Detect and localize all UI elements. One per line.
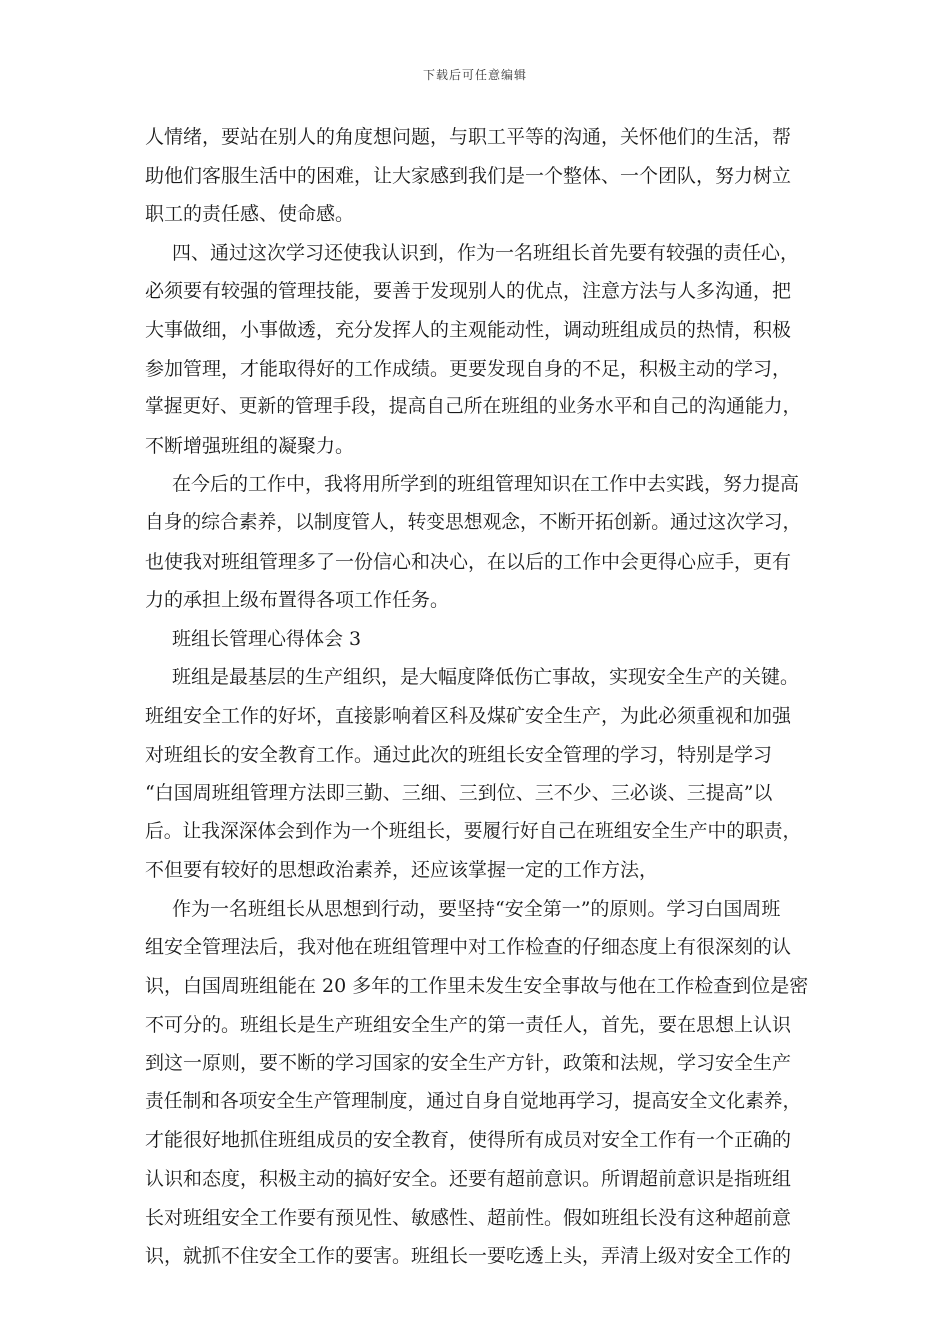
page-header: 下载后可任意编辑 [422, 68, 527, 82]
text-line: 长对班组安全工作要有预见性、敏感性、超前性。假如班组长没有这种超前意 [145, 1206, 792, 1229]
text-line: 组安全管理法后，我对他在班组管理中对工作检查的仔细态度上有很深刻的认 [145, 936, 792, 959]
text-line: 不断增强班组的凝聚力。 [145, 434, 355, 457]
text-line: 班组是最基层的生产组织，是大幅度降低伤亡事故，实现安全生产的关键。 [172, 666, 800, 689]
text-line: 在今后的工作中，我将用所学到的班组管理知识在工作中去实践，努力提高 [172, 473, 800, 496]
text-line: 助他们客服生活中的困难，让大家感到我们是一个整体、一个团队，努力树立 [145, 164, 792, 187]
text-line: 到这一原则，要不断的学习国家的安全生产方针，政策和法规，学习安全生产 [145, 1052, 792, 1075]
text-line: 四、通过这次学习还使我认识到，作为一名班组长首先要有较强的责任心， [172, 241, 800, 264]
text-line: 才能很好地抓住班组成员的安全教育，使得所有成员对安全工作有一个正确的 [145, 1129, 792, 1152]
text-line: 职工的责任感、使命感。 [145, 203, 355, 226]
text-line: 识，白国周班组能在 20 多年的工作里未发生安全事故与他在工作检查到位是密 [145, 975, 809, 998]
text-line: 对班组长的安全教育工作。通过此次的班组长安全管理的学习，特别是学习 [145, 743, 773, 766]
text-line: 不可分的。班组长是生产班组安全生产的第一责任人，首先，要在思想上认识 [145, 1013, 792, 1036]
text-line: 力的承担上级布置得各项工作任务。 [145, 589, 450, 612]
text-line: 作为一名班组长从思想到行动，要坚持“安全第一”的原则。学习白国周班 [172, 897, 781, 920]
text-line: 自身的综合素养，以制度管人，转变思想观念，不断开拓创新。通过这次学习， [145, 511, 802, 533]
text-line: 后。让我深深体会到作为一个班组长，要履行好自己在班组安全生产中的职责， [145, 820, 802, 842]
document-body [145, 118, 809, 1276]
text-line: 人情绪，要站在别人的角度想问题，与职工平等的沟通，关怀他们的生活，帮 [145, 126, 792, 148]
text-line: 班组安全工作的好坏，直接影响着区科及煤矿安全生产，为此必须重视和加强 [145, 704, 792, 727]
text-line: 识，就抓不住安全工作的要害。班组长一要吃透上头，弄清上级对安全工作的 [145, 1245, 792, 1268]
text-line: 也使我对班组管理多了一份信心和决心，在以后的工作中会更得心应手，更有 [145, 550, 792, 573]
text-line: 掌握更好、更新的管理手段，提高自己所在班组的业务水平和自己的沟通能力， [145, 396, 802, 418]
text-line: 参加管理，才能取得好的工作成绩。更要发现自身的不足，积极主动的学习， [145, 357, 792, 380]
text-line: 责任制和各项安全生产管理制度，通过自身自觉地再学习，提高安全文化素养， [145, 1090, 802, 1112]
text-line: 必须要有较强的管理技能，要善于发现别人的优点，注意方法与人多沟通，把 [145, 280, 792, 303]
text-line: 认识和态度，积极主动的搞好安全。还要有超前意识。所谓超前意识是指班组 [145, 1168, 792, 1191]
text-line: “白国周班组管理方法即三勤、三细、三到位、三不少、三必谈、三提高”以 [145, 782, 773, 805]
text-line: 不但要有较好的思想政治素养，还应该掌握一定的工作方法， [145, 859, 659, 882]
text-line: 大事做细，小事做透，充分发挥人的主观能动性，调动班组成员的热情，积极 [145, 318, 792, 341]
text-line: 班组长管理心得体会 3 [172, 627, 362, 650]
